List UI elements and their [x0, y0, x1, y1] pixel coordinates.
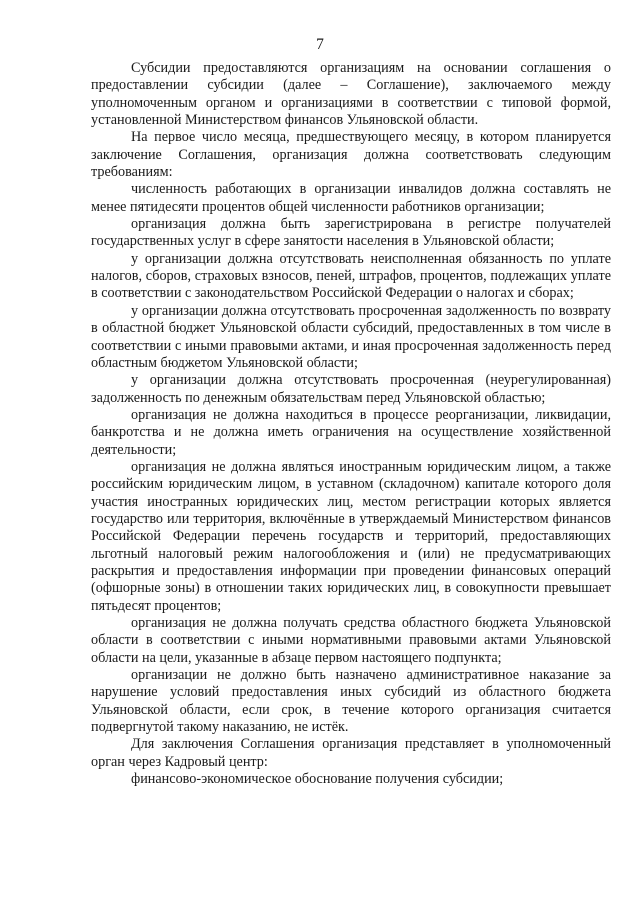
- requirement-no-reorganization: организация не должна находиться в процессе реорганизации, ликвидации, банкротства и не должна иметь ограничения на осуществление хозяйственной деятельности;: [91, 406, 611, 458]
- paragraph-intro: Субсидии предоставляются организациям на основании соглашения о предоставлении субсидии (далее – Соглашение), заключаемого между уполномоченным органом и организациями в соответствии с типовой формой, установленной Министерством финансов Ульяновской области.: [91, 60, 611, 129]
- requirement-no-obligation-debt: у организации должна отсутствовать просроченная (неурегулированная) задолженность по денежным обязательствам перед Ульяновской областью;: [91, 372, 611, 406]
- paragraph-requirements-heading: На первое число месяца, предшествующего месяцу, в котором планируется заключение Соглашения, организация должна соответствовать следующим требованиям:: [91, 129, 611, 181]
- document-item-justification: финансово-экономическое обоснование получения субсидии;: [131, 771, 504, 788]
- page-number: 7: [316, 36, 324, 53]
- requirement-disabled-employees: численность работающих в организации инвалидов должна составлять не менее пятидесяти процентов общей численности работников организации;: [91, 181, 611, 215]
- requirement-no-subsidy-debt: у организации должна отсутствовать просроченная задолженность по возврату в областной бюджет Ульяновской области субсидий, предоставленных в том числе в соответствии с иными правовыми актами, и иная просроченная задолженность перед областным бюджетом Ульяновской области;: [91, 302, 611, 371]
- document-body: [91, 60, 611, 788]
- requirement-no-administrative-penalty: организации не должно быть назначено административное наказание за нарушение условий предоставления иных субсидий из областного бюджета Ульяновской области, если срок, в течение которого организация считается подвергнутой такому наказанию, не истёк.: [91, 667, 611, 736]
- requirement-registration: организация должна быть зарегистрирована в регистре получателей государственных услуг в сфере занятости населения в Ульяновской области;: [91, 216, 611, 250]
- requirement-not-foreign-entity: организация не должна являться иностранным юридическим лицом, а также российским юридическим лицом, в уставном (складочном) капитале которого доля участия иностранных юридических лиц, местом регистрации которых является государство или территория, включённые в утверждаемый Министерством финансов Российской Федерации перечень государств и территорий, предоставляющих льготный налоговый режим налогообложения и (или) не предусматривающих раскрытия и предоставления информации при проведении финансовых операций (офшорные зоны) в отношении таких юридических лиц, в совокупности превышает пятьдесят процентов;: [91, 458, 611, 614]
- requirement-no-other-budget-funds: организация не должна получать средства областного бюджета Ульяновской области в соответствии с иными нормативными правовыми актами Ульяновской области на цели, указанные в абзаце первом настоящего подпункта;: [91, 615, 611, 666]
- paragraph-documents-intro: Для заключения Соглашения организация представляет в уполномоченный орган через Кадровый центр:: [91, 736, 611, 770]
- requirement-no-tax-debt: у организации должна отсутствовать неисполненная обязанность по уплате налогов, сборов, страховых взносов, пеней, штрафов, процентов, подлежащих уплате в соответствии с законодательством Российской Федерации о налогах и сборах;: [91, 250, 611, 302]
